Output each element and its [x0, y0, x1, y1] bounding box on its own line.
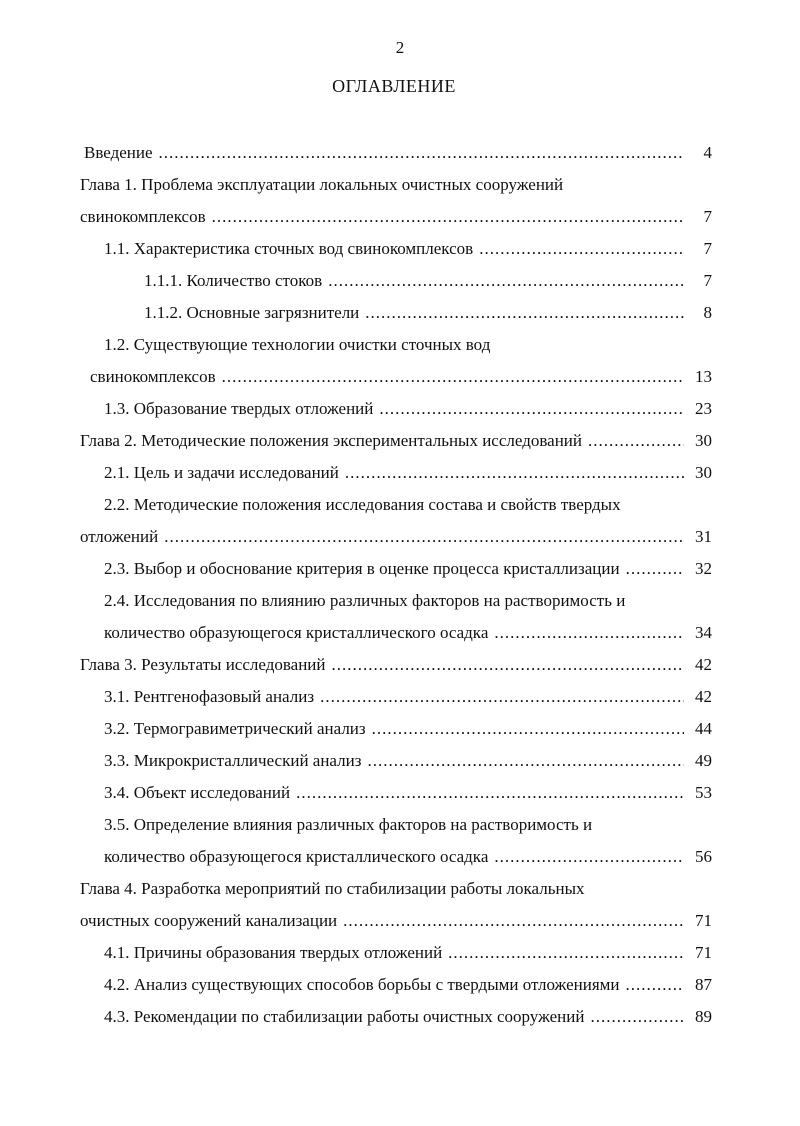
toc-leader-dots	[448, 941, 684, 965]
toc-entry-page: 7	[703, 239, 712, 258]
toc-entry-page: 31	[695, 527, 712, 546]
toc-entry-chapter-2	[80, 429, 712, 453]
toc-entry-text: Введение	[84, 143, 153, 162]
toc-entry-text: Глава 2. Методические положения экспериментальных исследований	[80, 431, 582, 450]
toc-entry-page: 42	[695, 655, 712, 674]
toc-leader-dots	[365, 301, 684, 325]
toc-entry-3-5-cont	[104, 845, 712, 869]
toc-leader-dots	[343, 909, 684, 933]
toc-entry-1-1	[104, 237, 712, 261]
toc-entry-3-4	[104, 781, 712, 805]
toc-entry-chapter-4	[80, 877, 712, 901]
toc-entry-text: 1.1.2. Основные загрязнители	[144, 303, 360, 322]
toc-entry-1-3	[104, 397, 712, 421]
toc-leader-dots	[222, 365, 684, 389]
toc-entry-page: 32	[695, 559, 712, 578]
toc-leader-dots	[379, 397, 684, 421]
toc-entry-page: 87	[695, 975, 712, 994]
toc-entry-1-1-2	[144, 301, 712, 325]
toc-leader-dots	[479, 237, 684, 261]
toc-entry-text: 1.2. Существующие технологии очистки сточных вод	[104, 335, 491, 354]
toc-entry-page: 4	[703, 143, 712, 162]
toc-entry-page: 30	[695, 431, 712, 450]
toc-entry-page: 8	[703, 303, 712, 322]
toc-leader-dots	[626, 973, 685, 997]
toc-entry-3-1	[104, 685, 712, 709]
toc-entry-2-3	[104, 557, 712, 581]
toc-entry-text: 1.1. Характеристика сточных вод свинокомплексов	[104, 239, 474, 258]
toc-leader-dots	[320, 685, 684, 709]
toc-entry-text: количество образующегося кристаллического осадка	[104, 623, 489, 642]
toc-entry-text: 3.2. Термогравиметрический анализ	[104, 719, 366, 738]
toc-entry-page: 56	[695, 847, 712, 866]
toc-entry-page: 13	[695, 367, 712, 386]
toc-entry-1-1-1	[144, 269, 712, 293]
toc-entry-text: Глава 3. Результаты исследований	[80, 655, 326, 674]
toc-entry-page: 89	[695, 1007, 712, 1026]
toc-entry-1-2-cont	[90, 365, 712, 389]
toc-entry-text: 1.3. Образование твердых отложений	[104, 399, 374, 418]
toc-entry-4-2	[104, 973, 712, 997]
page-title: ОГЛАВЛЕНИЕ	[332, 76, 456, 96]
toc-entry-page: 7	[703, 271, 712, 290]
toc-entry-3-3	[104, 749, 712, 773]
toc-entry-text: 3.4. Объект исследований	[104, 783, 291, 802]
toc-entry-2-2	[104, 493, 712, 517]
toc-leader-dots	[345, 461, 684, 485]
toc-entry-text: 2.4. Исследования по влиянию различных факторов на растворимость и	[104, 591, 626, 610]
toc-entry-text: очистных сооружений канализации	[80, 911, 338, 930]
toc-entry-text: 2.1. Цель и задачи исследований	[104, 463, 339, 482]
toc-entry-3-2	[104, 717, 712, 741]
toc-entry-page: 44	[695, 719, 712, 738]
toc-entry-page: 34	[695, 623, 712, 642]
toc-entry-text: количество образующегося кристаллического осадка	[104, 847, 489, 866]
toc-leader-dots	[296, 781, 684, 805]
toc-leader-dots	[332, 653, 685, 677]
toc-leader-dots	[590, 1005, 684, 1029]
toc-entry-text: 2.3. Выбор и обоснование критерия в оценке процесса кристаллизации	[104, 559, 620, 578]
toc-entry-4-1	[104, 941, 712, 965]
toc-leader-dots	[372, 717, 684, 741]
toc-entry-page: 71	[695, 911, 712, 930]
toc-entry-3-5	[104, 813, 712, 837]
toc-entry-text: 4.2. Анализ существующих способов борьбы с твердыми отложениями	[104, 975, 620, 994]
toc-entry-text: 3.1. Рентгенофазовый анализ	[104, 687, 315, 706]
toc-entry-text: 4.1. Причины образования твердых отложений	[104, 943, 443, 962]
toc-entry-chapter-4-cont	[80, 909, 712, 933]
toc-entry-text: 4.3. Рекомендации по стабилизации работы очистных сооружений	[104, 1007, 585, 1026]
toc-leader-dots	[328, 269, 684, 293]
toc-leader-dots	[494, 621, 684, 645]
toc-leader-dots	[626, 557, 684, 581]
toc-entry-page: 30	[695, 463, 712, 482]
toc-entry-text: Глава 4. Разработка мероприятий по стабилизации работы локальных	[80, 879, 585, 898]
toc-entry-page: 49	[695, 751, 712, 770]
toc-leader-dots	[494, 845, 684, 869]
toc-entry-chapter-1	[80, 173, 712, 197]
toc-entry-text: свинокомплексов	[80, 207, 206, 226]
toc-entry-4-3	[104, 1005, 712, 1029]
toc-entry-2-4-cont	[104, 621, 712, 645]
toc-leader-dots	[588, 429, 684, 453]
toc-leader-dots	[159, 141, 684, 165]
toc-entry-text: Глава 1. Проблема эксплуатации локальных очистных сооружений	[80, 175, 564, 194]
toc-entry-2-2-cont	[80, 525, 712, 549]
toc-entry-page: 23	[695, 399, 712, 418]
toc-entry-chapter-3	[80, 653, 712, 677]
toc-entry-text: отложений	[80, 527, 159, 546]
toc-entry-text: 3.3. Микрокристаллический анализ	[104, 751, 362, 770]
toc-entry-text: 2.2. Методические положения исследования состава и свойств твердых	[104, 495, 621, 514]
toc-leader-dots	[164, 525, 684, 549]
toc-entry-1-2	[104, 333, 712, 357]
toc-entry-2-1	[104, 461, 712, 485]
toc-entry-page: 71	[695, 943, 712, 962]
toc-leader-dots	[212, 205, 684, 229]
toc-entry-text: свинокомплексов	[90, 367, 216, 386]
toc-entry-page: 7	[703, 207, 712, 226]
toc-entry-text: 3.5. Определение влияния различных факторов на растворимость и	[104, 815, 593, 834]
toc-entry-chapter-1-cont	[80, 205, 712, 229]
toc-entry-page: 42	[695, 687, 712, 706]
toc-leader-dots	[367, 749, 684, 773]
toc-entry-text: 1.1.1. Количество стоков	[144, 271, 323, 290]
toc-entry-2-4	[104, 589, 712, 613]
toc-entry-page: 53	[695, 783, 712, 802]
toc-entry-introduction	[84, 141, 712, 165]
page-number: 2	[395, 38, 405, 57]
